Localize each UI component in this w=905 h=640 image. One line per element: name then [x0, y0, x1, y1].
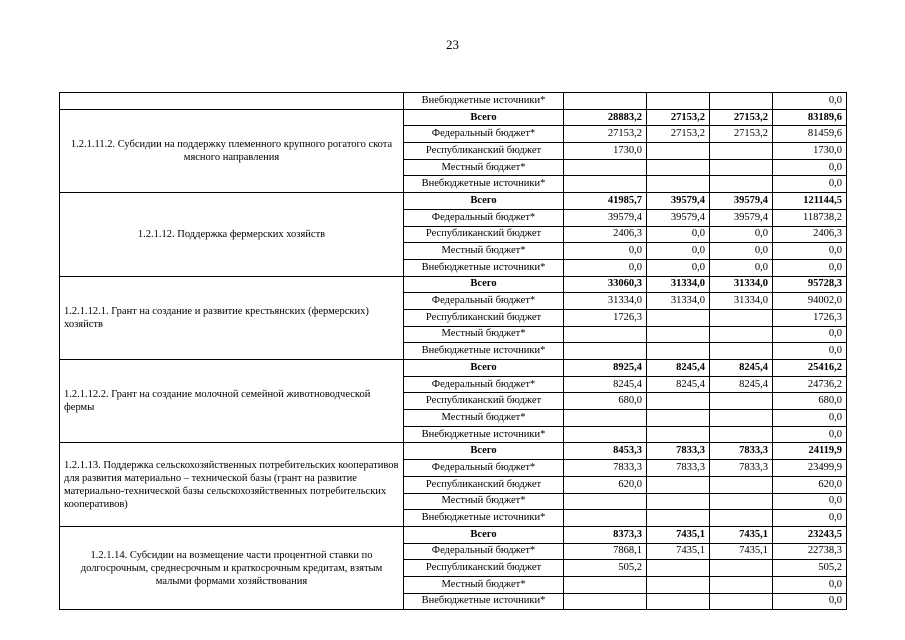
- amount-cell: [710, 309, 773, 326]
- amount-cell: [647, 593, 710, 610]
- amount-cell: 2406,3: [773, 226, 847, 243]
- amount-cell: 7833,3: [710, 460, 773, 477]
- funding-source-cell: Всего: [404, 526, 564, 543]
- table-row: [60, 276, 847, 293]
- amount-cell: 94002,0: [773, 293, 847, 310]
- amount-cell: 31334,0: [564, 293, 647, 310]
- amount-cell: [647, 476, 710, 493]
- amount-cell: 0,0: [773, 159, 847, 176]
- amount-cell: 680,0: [773, 393, 847, 410]
- amount-cell: 0,0: [773, 326, 847, 343]
- amount-cell: [710, 560, 773, 577]
- amount-cell: 24736,2: [773, 376, 847, 393]
- amount-cell: [564, 426, 647, 443]
- amount-cell: 27153,2: [647, 126, 710, 143]
- funding-source-cell: Всего: [404, 276, 564, 293]
- amount-cell: 8453,3: [564, 443, 647, 460]
- funding-source-cell: Внебюджетные источники*: [404, 176, 564, 193]
- funding-source-cell: Внебюджетные источники*: [404, 510, 564, 527]
- amount-cell: 0,0: [647, 243, 710, 260]
- amount-cell: 0,0: [773, 176, 847, 193]
- amount-cell: 39579,4: [647, 193, 710, 210]
- program-name-cell: [60, 93, 404, 110]
- amount-cell: 0,0: [773, 259, 847, 276]
- amount-cell: 31334,0: [710, 276, 773, 293]
- amount-cell: 620,0: [564, 476, 647, 493]
- funding-source-cell: Всего: [404, 193, 564, 210]
- funding-source-cell: Республиканский бюджет: [404, 309, 564, 326]
- table-row: [60, 193, 847, 210]
- amount-cell: 24119,9: [773, 443, 847, 460]
- funding-source-cell: Местный бюджет*: [404, 576, 564, 593]
- program-name-cell: 1.2.1.12.2. Грант на создание молочной семейной животноводческой фермы: [60, 360, 404, 443]
- amount-cell: 7435,1: [647, 526, 710, 543]
- table-row: [60, 443, 847, 460]
- amount-cell: 505,2: [564, 560, 647, 577]
- amount-cell: [710, 176, 773, 193]
- amount-cell: 680,0: [564, 393, 647, 410]
- amount-cell: 39579,4: [647, 209, 710, 226]
- amount-cell: 8245,4: [710, 376, 773, 393]
- amount-cell: [710, 93, 773, 110]
- amount-cell: [564, 510, 647, 527]
- program-name-cell: 1.2.1.14. Субсидии на возмещение части процентной ставки по долгосрочным, среднесрочным и краткосрочным кредитам, взятым малыми формами хозяйствования: [60, 526, 404, 609]
- funding-source-cell: Местный бюджет*: [404, 410, 564, 427]
- amount-cell: [647, 93, 710, 110]
- funding-source-cell: Местный бюджет*: [404, 326, 564, 343]
- funding-source-cell: Республиканский бюджет: [404, 560, 564, 577]
- funding-source-cell: Всего: [404, 109, 564, 126]
- program-name-cell: 1.2.1.13. Поддержка сельскохозяйственных потребительских кооперативов для развития материально – технической базы (грант на развитие материально-технической базы сельскохозяйственных потребительских кооперативов): [60, 443, 404, 526]
- amount-cell: 1730,0: [564, 143, 647, 160]
- page-number: 23: [446, 37, 459, 52]
- funding-source-cell: Внебюджетные источники*: [404, 343, 564, 360]
- amount-cell: 7435,1: [710, 526, 773, 543]
- amount-cell: 0,0: [773, 343, 847, 360]
- funding-source-cell: Федеральный бюджет*: [404, 293, 564, 310]
- program-name-cell: 1.2.1.12. Поддержка фермерских хозяйств: [60, 193, 404, 276]
- table-row: [60, 360, 847, 377]
- amount-cell: 27153,2: [647, 109, 710, 126]
- amount-cell: 39579,4: [710, 193, 773, 210]
- amount-cell: 27153,2: [710, 126, 773, 143]
- amount-cell: 0,0: [773, 426, 847, 443]
- amount-cell: 1726,3: [773, 309, 847, 326]
- amount-cell: 1726,3: [564, 309, 647, 326]
- amount-cell: 118738,2: [773, 209, 847, 226]
- table-row: [60, 109, 847, 126]
- funding-source-cell: Федеральный бюджет*: [404, 460, 564, 477]
- amount-cell: [647, 426, 710, 443]
- amount-cell: 0,0: [710, 226, 773, 243]
- funding-source-cell: Республиканский бюджет: [404, 226, 564, 243]
- amount-cell: 0,0: [773, 243, 847, 260]
- funding-source-cell: Местный бюджет*: [404, 493, 564, 510]
- amount-cell: 8925,4: [564, 360, 647, 377]
- amount-cell: [564, 493, 647, 510]
- amount-cell: 95728,3: [773, 276, 847, 293]
- amount-cell: 0,0: [773, 93, 847, 110]
- amount-cell: 620,0: [773, 476, 847, 493]
- amount-cell: [564, 326, 647, 343]
- amount-cell: 7833,3: [647, 443, 710, 460]
- amount-cell: 83189,6: [773, 109, 847, 126]
- amount-cell: 0,0: [564, 259, 647, 276]
- amount-cell: 0,0: [647, 259, 710, 276]
- amount-cell: 0,0: [564, 243, 647, 260]
- funding-source-cell: Внебюджетные источники*: [404, 259, 564, 276]
- program-name-cell: 1.2.1.11.2. Субсидии на поддержку племенного крупного рогатого скота мясного направления: [60, 109, 404, 192]
- amount-cell: 33060,3: [564, 276, 647, 293]
- amount-cell: 31334,0: [710, 293, 773, 310]
- amount-cell: [710, 143, 773, 160]
- amount-cell: [710, 510, 773, 527]
- amount-cell: 28883,2: [564, 109, 647, 126]
- funding-source-cell: Федеральный бюджет*: [404, 376, 564, 393]
- amount-cell: [710, 493, 773, 510]
- funding-source-cell: Внебюджетные источники*: [404, 426, 564, 443]
- amount-cell: [647, 410, 710, 427]
- amount-cell: [647, 560, 710, 577]
- amount-cell: 8245,4: [564, 376, 647, 393]
- amount-cell: 7833,3: [647, 460, 710, 477]
- amount-cell: 2406,3: [564, 226, 647, 243]
- amount-cell: [710, 343, 773, 360]
- amount-cell: 7435,1: [647, 543, 710, 560]
- amount-cell: [647, 343, 710, 360]
- budget-table: [59, 92, 847, 610]
- amount-cell: 0,0: [710, 259, 773, 276]
- amount-cell: 505,2: [773, 560, 847, 577]
- amount-cell: 25416,2: [773, 360, 847, 377]
- amount-cell: 7833,3: [710, 443, 773, 460]
- amount-cell: 23499,9: [773, 460, 847, 477]
- amount-cell: 0,0: [773, 576, 847, 593]
- funding-source-cell: Местный бюджет*: [404, 243, 564, 260]
- amount-cell: 7868,1: [564, 543, 647, 560]
- amount-cell: [564, 176, 647, 193]
- amount-cell: 0,0: [773, 510, 847, 527]
- funding-source-cell: Федеральный бюджет*: [404, 209, 564, 226]
- amount-cell: [710, 393, 773, 410]
- amount-cell: [710, 593, 773, 610]
- amount-cell: 31334,0: [647, 293, 710, 310]
- table-row: [60, 93, 847, 110]
- amount-cell: [710, 576, 773, 593]
- amount-cell: 0,0: [647, 226, 710, 243]
- funding-source-cell: Республиканский бюджет: [404, 476, 564, 493]
- amount-cell: 0,0: [773, 410, 847, 427]
- amount-cell: [647, 176, 710, 193]
- amount-cell: 22738,3: [773, 543, 847, 560]
- amount-cell: [710, 159, 773, 176]
- amount-cell: [647, 309, 710, 326]
- funding-source-cell: Республиканский бюджет: [404, 143, 564, 160]
- amount-cell: 0,0: [710, 243, 773, 260]
- budget-table-body: [60, 93, 847, 610]
- amount-cell: 23243,5: [773, 526, 847, 543]
- amount-cell: 121144,5: [773, 193, 847, 210]
- amount-cell: [564, 576, 647, 593]
- amount-cell: 7435,1: [710, 543, 773, 560]
- program-name-cell: 1.2.1.12.1. Грант на создание и развитие крестьянских (фермерских) хозяйств: [60, 276, 404, 359]
- amount-cell: 41985,7: [564, 193, 647, 210]
- amount-cell: [647, 143, 710, 160]
- amount-cell: 31334,0: [647, 276, 710, 293]
- amount-cell: [564, 593, 647, 610]
- amount-cell: [647, 510, 710, 527]
- funding-source-cell: Местный бюджет*: [404, 159, 564, 176]
- amount-cell: [647, 576, 710, 593]
- amount-cell: [647, 159, 710, 176]
- amount-cell: 1730,0: [773, 143, 847, 160]
- table-row: [60, 526, 847, 543]
- amount-cell: 7833,3: [564, 460, 647, 477]
- amount-cell: 0,0: [773, 493, 847, 510]
- amount-cell: [647, 326, 710, 343]
- amount-cell: [647, 393, 710, 410]
- funding-source-cell: Республиканский бюджет: [404, 393, 564, 410]
- amount-cell: 8373,3: [564, 526, 647, 543]
- amount-cell: [564, 410, 647, 427]
- amount-cell: [710, 326, 773, 343]
- funding-source-cell: Внебюджетные источники*: [404, 593, 564, 610]
- amount-cell: 39579,4: [564, 209, 647, 226]
- amount-cell: 8245,4: [647, 360, 710, 377]
- funding-source-cell: Федеральный бюджет*: [404, 126, 564, 143]
- funding-source-cell: Федеральный бюджет*: [404, 543, 564, 560]
- funding-source-cell: Всего: [404, 443, 564, 460]
- amount-cell: [564, 159, 647, 176]
- amount-cell: 27153,2: [564, 126, 647, 143]
- amount-cell: [564, 343, 647, 360]
- funding-source-cell: Всего: [404, 360, 564, 377]
- amount-cell: 8245,4: [710, 360, 773, 377]
- funding-source-cell: Внебюджетные источники*: [404, 93, 564, 110]
- amount-cell: 81459,6: [773, 126, 847, 143]
- amount-cell: 27153,2: [710, 109, 773, 126]
- amount-cell: 0,0: [773, 593, 847, 610]
- amount-cell: 39579,4: [710, 209, 773, 226]
- amount-cell: [647, 493, 710, 510]
- amount-cell: [710, 410, 773, 427]
- amount-cell: 8245,4: [647, 376, 710, 393]
- amount-cell: [564, 93, 647, 110]
- amount-cell: [710, 426, 773, 443]
- amount-cell: [710, 476, 773, 493]
